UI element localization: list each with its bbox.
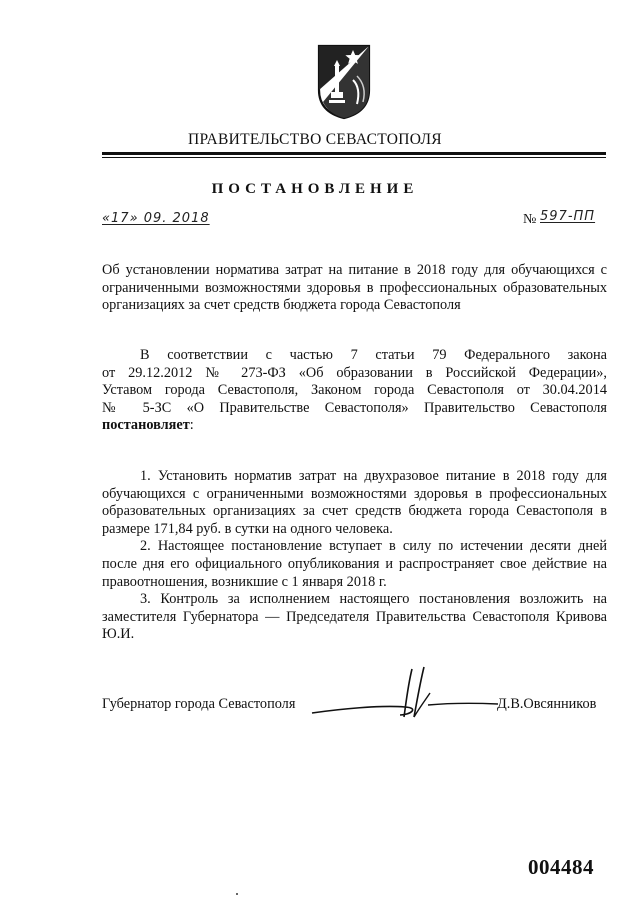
preamble-line: Уставом города Севастополя, Законом города Севастополя от 30.04.2014 — [102, 382, 607, 399]
signer-position: Губернатор города Севастополя — [102, 696, 296, 712]
decree-line — [102, 417, 607, 435]
decree-item: 1. Установить норматив затрат на двухразовое питание в 2018 году для обучающихся с ограниченными возможностями здоровья в профессиональных образовательных организациях за счет средств бюджета города Севастополя в размере 171,84 руб. в сутки на одного человека. — [102, 468, 607, 537]
preamble-line: № 5-ЗС «О Правительстве Севастополя» Правительство Севастополя — [102, 399, 607, 416]
document-subject: Об установлении норматива затрат на питание в 2018 году для обучающихся с ограниченными возможностями здоровья в профессиональных образовательных организациях за счет средств бюджета города Севастополя — [102, 262, 607, 314]
document-type: ПОСТАНОВЛЕНИЕ — [211, 181, 419, 197]
header-divider-thick — [102, 152, 606, 155]
decree-word: постановляет — [102, 417, 190, 434]
government-title: ПРАВИТЕЛЬСТВО СЕВАСТОПОЛЯ — [188, 131, 442, 148]
handwritten-document-number: 597-ПП — [540, 209, 596, 224]
preamble-line: В соответствии с частью 7 статьи 79 Федерального закона — [140, 347, 607, 363]
handwritten-signature — [310, 665, 500, 723]
decree-item: 2. Настоящее постановление вступает в силу по истечении десяти дней после дня его официального опубликования и распространяет свое действие на правоотношения, возникшие с 1 января 2018 г. — [102, 538, 607, 590]
decree-item: 3. Контроль за исполнением настоящего постановления возложить на заместителя Губернатора — Председателя Правительства Севастополя Кривова Ю.И. — [102, 591, 607, 643]
handwritten-date: «17» 09. 2018 — [102, 211, 210, 226]
preamble-line: от 29.12.2012 № 273-ФЗ «Об образовании в Российской Федерации», — [102, 364, 607, 381]
document-number-label: № — [523, 212, 537, 227]
decree-colon: : — [189, 417, 194, 434]
signer-name: Д.В.Овсянников — [497, 696, 597, 712]
decree-items — [102, 468, 607, 644]
preamble — [102, 347, 607, 435]
serial-number: 004484 — [528, 855, 594, 879]
header-divider-thin — [102, 157, 606, 158]
scan-speck — [236, 893, 238, 895]
sevastopol-coat-of-arms-icon — [315, 40, 373, 120]
